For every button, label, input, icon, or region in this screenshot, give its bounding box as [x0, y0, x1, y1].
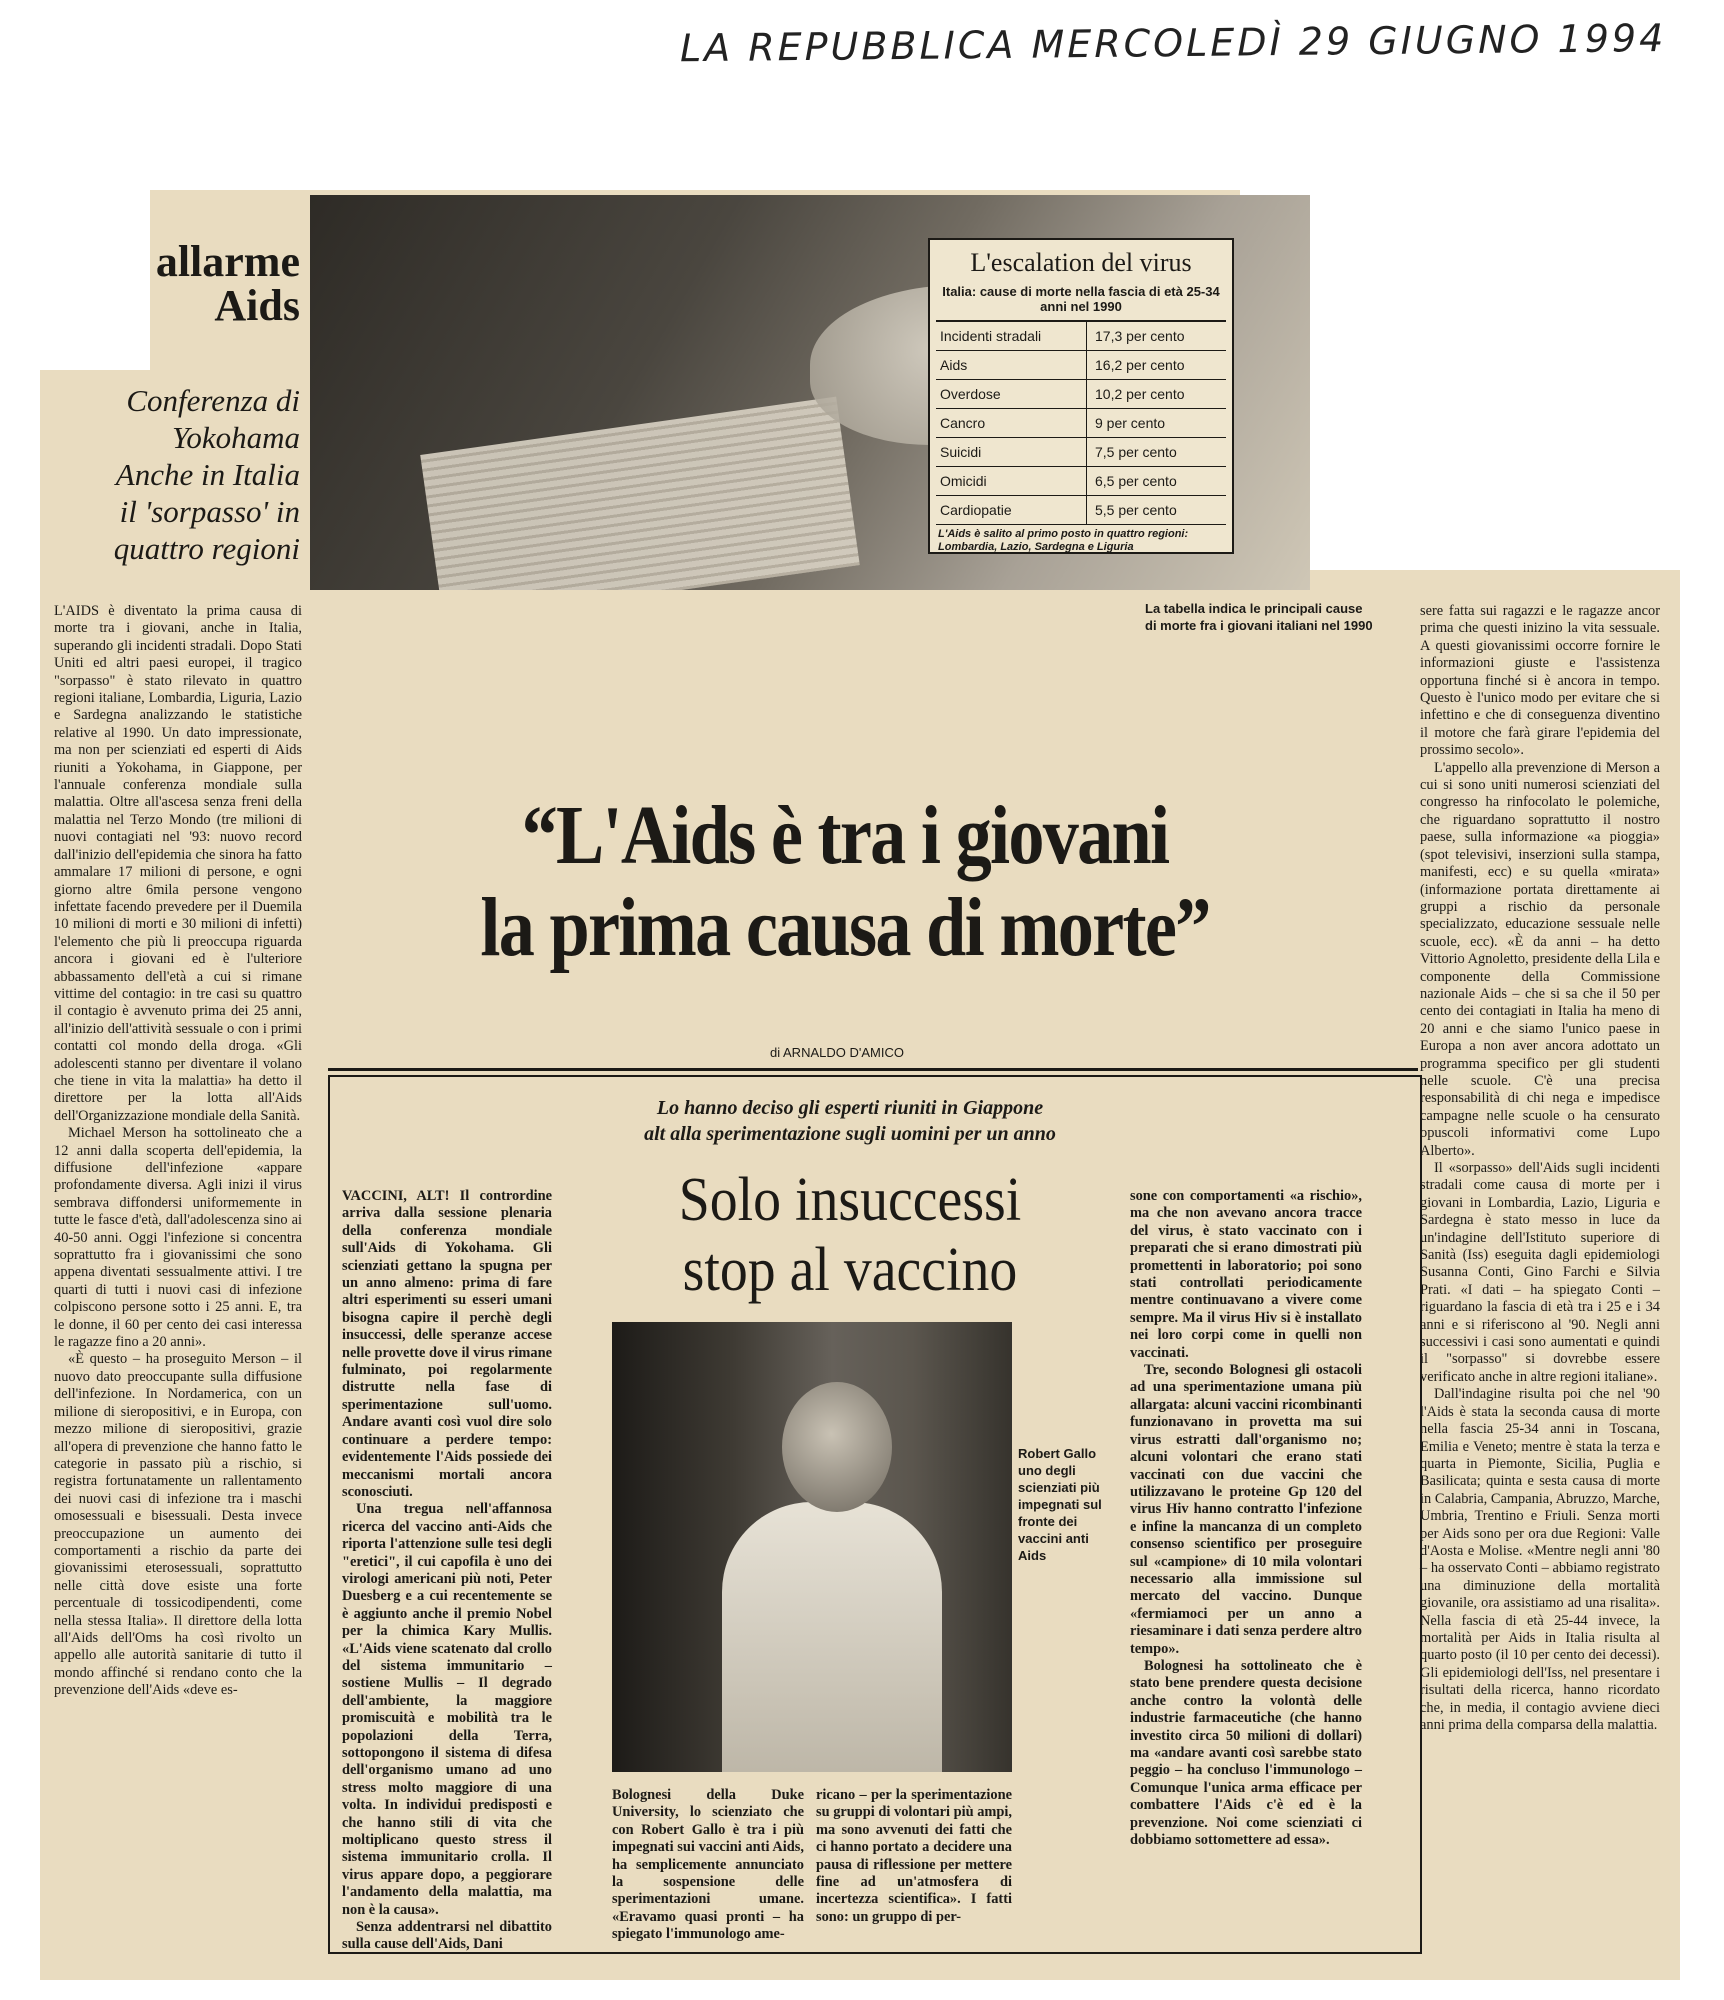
sidebar-column-1	[342, 1188, 552, 1954]
photo-figure-shirt	[722, 1502, 942, 1772]
subhead-line: quattro regioni	[113, 531, 300, 566]
table-row	[936, 467, 1226, 496]
left-subheadline	[48, 382, 300, 567]
paragraph: L'appello alla prevenzione di Merson a cui si sono uniti numerosi scienziati del congresso ha rinfocolato le polemiche, che riguardano soprattutto il nostro paese, sulla informazione «a pioggia» (spot televisivi, inserzioni sulla stampa, manifesti, ecc) e su quella «mirata» (informazione portata direttamente ai gruppi a rischio da personale specializzato, educazione sessuale nelle scuole, ecc). «È da anni – ha detto Vittorio Agnoletto, presidente della Lila e componente della Commissione nazionale Aids – che si sa che il 50 per cento dei contagiati in Italia ha meno di 20 anni e che siamo l'unico paese in Europa a non aver ancora adottato un programma specifico per gli studenti nelle scuole. C'è una precisa responsabilità di chi nega e impedisce campagne nelle scuole o ha censurato opuscoli informativi come Lupo Alberto».	[1420, 759, 1660, 1159]
value-cell: 9 per cento	[1095, 415, 1166, 431]
value-cell: 17,3 per cento	[1095, 328, 1185, 344]
cause-cell: Cardiopatie	[936, 496, 1087, 524]
table-body	[936, 320, 1226, 525]
cause-cell: Cancro	[936, 409, 1087, 437]
sidebar-headline	[589, 1165, 1111, 1305]
cause-cell: Aids	[936, 351, 1087, 379]
table-row	[936, 496, 1226, 525]
paragraph: Michael Merson ha sottolineato che a 12 anni dalla scoperta dell'epidemia, la diffusione dell'infezione «appare profondamente diversa. Agli inizi il virus sembrava diffondersi uniformemente in tutte le fasce d'età, dall'adolescenza sino ai 40-50 anni. Oggi l'infezione si concentra soprattutto fra i giovanissimi che sono appena diventati sessualmente attivi. I tre quarti di tutti i nuovi casi di infezione colpiscono persone sotto i 25 anni. E, tra le donne, il 60 per cento dei casi interessa le ragazze fino a 20 anni».	[54, 1125, 302, 1351]
value-cell: 6,5 per cento	[1095, 473, 1177, 489]
paragraph: L'AIDS è diventato la prima causa di morte tra i giovani, anche in Italia, superando gli incidenti stradali. Dopo Stati Uniti ed altri paesi europei, il tragico "sorpasso" è stato rilevato in quattro regioni italiane, Lombardia, Liguria, Lazio e Sardegna analizzando le statistiche relative al 1990. Un dato impressionate, ma non per scienziati ed esperti di Aids riuniti a Yokohama, in Giappone, per l'annuale conferenza mondiale sulla malattia. Oltre all'ascesa senza freni della malattia nel Terzo Mondo (tre milioni di nuovi contagiati nel '93: nuovo record dall'inizio dell'epidemia che sinora ha fatto ammalare 17 milioni di persone, e ogni giorno altre 6mila persone vengono infettate facendo prevedere per il Duemila 10 milioni di morti e 30 milioni di infetti) l'elemento che più li preoccupa riguarda ancora i giovani ed è l'ulteriore abbassamento dell'età a cui si rimane vittime del contagio: in tre casi su quattro il contagio è avvenuto prima dei 25 anni, all'inizio dell'attività sessuale o con i primi contatti col mondo della droga. «Gli adolescenti stanno per diventare il volano che tiene in vita la malattia» ha detto il direttore per la lotta all'Aids dell'Organizzazione mondiale della Sanità.	[54, 603, 302, 1124]
deck-line: Lo hanno deciso gli esperti riuniti in Giappone	[656, 1097, 1044, 1119]
kicker-line: Aids	[214, 281, 300, 330]
kicker-line: allarme	[155, 237, 300, 286]
headline-line: Solo insuccessi	[678, 1166, 1022, 1234]
paragraph: VACCINI, ALT! Il contrordine arriva dalla sessione plenaria della conferenza mondiale sull'Aids di Yokohama. Gli scienziati gettano la spugna per un anno almeno: prima di fare altri esperimenti su esseri umani bisogna capire il perchè degli insuccessi, delle speranze accese nelle provette dove il virus rimane fulminato, poi regolarmente distrutte nella fase di sperimentazione sull'uomo. Andare avanti così vuol dire solo continuare a perdere tempo: evidentemente l'Aids possiede dei meccanismi mortali ancora sconosciuti.	[342, 1188, 552, 1500]
paragraph: Una tregua nell'affannosa ricerca del vaccino anti-Aids che riporta l'attenzione sulle tesi degli "eretici", il cui capofila è uno dei virologi americani più noti, Peter Duesberg e a cui recentemente se è aggiunto anche il premio Nobel per la chimica Kary Mullis. «L'Aids viene scatenato dal crollo del sistema immunitario – sostiene Mullis – Il degrado dell'ambiente, la maggiore promiscuità e mobilità tra le popolazioni della Terra, sottopongono il sistema di difesa dell'organismo umano ad uno stress molto maggiore di una volta. In individui predisposti e che hanno stili di vita che moltiplicano questo stress il sistema immunitario crolla. Il virus appare dopo, a peggiorare l'andamento della malattia, ma non è la causa».	[342, 1501, 552, 1918]
section-kicker	[140, 237, 300, 330]
robert-gallo-photo	[612, 1322, 1012, 1772]
paragraph: sere fatta sui ragazzi e le ragazze ancor prima che questi inizino la vita sessuale. A questi giovanissimi occorre fornire le informazioni giuste e l'assistenza opportuna finché si è ancora in tempo. Questo è l'unico modo per evitare che si infettino e che di conseguenza diventino il motore che farà girare l'epidemia del prossimo secolo».	[1420, 603, 1660, 759]
cause-cell: Incidenti stradali	[936, 322, 1087, 350]
value-cell: 7,5 per cento	[1095, 444, 1177, 460]
table-row	[936, 438, 1226, 467]
headline-line: “L'Aids è tra i giovani	[521, 789, 1169, 882]
statistics-table	[928, 238, 1234, 554]
left-article-column	[54, 603, 302, 1700]
deck-line: alt alla sperimentazione sugli uomini per un anno	[644, 1123, 1056, 1145]
table-row	[936, 380, 1226, 409]
divider-rule	[328, 1068, 1418, 1071]
handwritten-date-note: LA REPUBBLICA MERCOLEDÌ 29 GIUGNO 1994	[679, 15, 1667, 71]
paragraph: sone con comportamenti «a rischio», ma che non avevano ancora tracce del virus, è stato vaccinato con i preparati che si erano dimostrati più promettenti in laboratorio; poi sono stati controllati periodicamente mentre continuavano a vivere come sempre. Ma il virus Hiv si è installato nei loro corpi come in quelli non vaccinati.	[1130, 1188, 1362, 1361]
cause-cell: Omicidi	[936, 467, 1087, 495]
sidebar-column-2b	[816, 1787, 1012, 1926]
subhead-line: il 'sorpasso' in	[119, 494, 300, 529]
paragraph: Il «sorpasso» dell'Aids sugli incidenti stradali come causa di morte per i giovani in Lombardia, Lazio, Liguria e Sardegna è stato messo in luce da un'indagine dell'Istituto superiore di Sanità (Iss) eseguita dagli epidemiologi Susanna Conti, Gino Farchi e Silvia Prati. «I dati – ha spiegato Conti – riguardano la fascia di età tra i 25 e i 34 anni e si riferiscono al '90. Negli anni successivi i casi sono aumentati e quindi il "sorpasso" si dovrebbe essere verificato anche in altre regioni italiane».	[1420, 1160, 1660, 1385]
subhead-line: Conferenza di	[126, 383, 300, 418]
paragraph: Bolognesi ha sottolineato che è stato bene prendere questa decisione anche contro la volontà delle industrie farmaceutiche (che hanno investito circa 50 milioni di dollari) ma «andare avanti così sarebbe stato peggio – ha concluso l'immunologo – Comunque l'unica arma efficace per combattere l'Aids c'è ed è la prevenzione. Noi come scienziati ci dobbiamo sottomettere ad essa».	[1130, 1657, 1362, 1849]
paragraph: Bolognesi della Duke University, lo scienziato che con Robert Gallo è tra i più impegnati sui vaccini anti Aids, ha semplicemente annunciato la sospensione delle sperimentazioni umane. «Eravamo quasi pronti – ha spiegato l'immunologo ame-	[612, 1787, 804, 1943]
subhead-line: Yokohama	[171, 420, 300, 455]
right-article-column	[1420, 603, 1660, 1734]
table-note: L'Aids è salito al primo posto in quattro regioni: Lombardia, Lazio, Sardegna e Liguria	[938, 528, 1189, 553]
table-title: L'escalation del virus	[970, 248, 1192, 277]
cause-cell: Suicidi	[936, 438, 1087, 466]
subhead-line: Anche in Italia	[115, 457, 300, 492]
paragraph: Senza addentrarsi nel dibattito sulla cause dell'Aids, Dani	[342, 1919, 552, 1953]
main-headline	[398, 790, 1292, 974]
sidebar-deck	[560, 1095, 1140, 1147]
value-cell: 16,2 per cento	[1095, 357, 1185, 373]
photo-caption: Robert Gallo uno degli scienziati più impegnati sul fronte dei vaccini anti Aids	[1018, 1446, 1102, 1563]
paragraph: Dall'indagine risulta poi che nel '90 l'Aids è stata la seconda causa di morte nella fascia 25-34 anni in Toscana, Emilia e Veneto; mentre è stata la terza e quarta in Piemonte, Sicilia, Puglia e Basilicata; quinta e sesta causa di morte in Calabria, Campania, Abruzzo, Marche, Umbria, Trentino e Friuli. Senza morti per Aids sono per ora due Regioni: Valle d'Aosta e Molise. «Mentre negli anni '80 – ha osservato Conti – abbiamo registrato una diminuzione della mortalità giovanile, ora assistiamo ad una risalita». Nella fascia di età 25-44 invece, la mortalità per Aids in Italia risulta al quarto posto (il 10 per cento dei decessi). Gli epidemiologi dell'Iss, nel presentare i risultati della ricerca, hanno ricordato che, in media, il contagio avviene dieci anni prima della comparsa della malattia.	[1420, 1386, 1660, 1733]
table-row	[936, 322, 1226, 351]
photo-paper-sheet	[420, 397, 860, 590]
value-cell: 5,5 per cento	[1095, 502, 1177, 518]
sidebar-column-2a	[612, 1787, 804, 1944]
headline-line: stop al vaccino	[682, 1236, 1018, 1304]
value-cell: 10,2 per cento	[1095, 386, 1185, 402]
paragraph: Tre, secondo Bolognesi gli ostacoli ad una sperimentazione umana più allargata: alcuni vaccini ricombinanti funzionavano in provetta ma sui virus estratti dall'organismo no; alcuni volontari che erano stati vaccinati con due vaccini che utilizzavano le proteine Gp 120 del virus Hiv hanno contratto l'infezione e infine la mancanza di un completo consenso scientifico per proseguire sul «campione» di 10 mila volontari necessario alla immissione sul mercato del vaccino. Dunque «fermiamoci per un anno a riesaminare i dati senza perdere altro tempo».	[1130, 1362, 1362, 1657]
table-caption: La tabella indica le principali cause di morte fra i giovani italiani nel 1990	[1145, 601, 1373, 633]
sidebar-column-3	[1130, 1188, 1362, 1849]
table-row	[936, 409, 1226, 438]
table-row	[936, 351, 1226, 380]
cause-cell: Overdose	[936, 380, 1087, 408]
headline-line: la prima causa di morte”	[480, 881, 1210, 974]
byline: di ARNALDO D'AMICO	[770, 1045, 904, 1060]
paper-cutout	[40, 190, 150, 370]
paragraph: ricano – per la sperimentazione su gruppi di volontari più ampi, ma sono avvenuti dei fatti che ci hanno portato a decidere una pausa di riflessione per mettere fine ad un'atmosfera di incertezza scientifica». I fatti sono: un gruppo di per-	[816, 1787, 1012, 1925]
table-subtitle: Italia: cause di morte nella fascia di età 25-34 anni nel 1990	[942, 284, 1220, 314]
paragraph: «È questo – ha proseguito Merson – il nuovo dato preoccupante sulla diffusione dell'infezione. In Nordamerica, con un milione di sieropositivi, e in Europa, con mezzo milione di sieropositivi, grazie all'opera di prevenzione che hanno fatto le categorie in passato più a rischio, si registra fortunatamente un rallentamento dei nuovi casi di infezione tra i maschi omosessuali e bisessuali. Desta invece preoccupazione un aumento dei comportamenti a rischio da parte dei giovanissimi eterosessuali, soprattutto nelle città dove esiste una forte percentuale di tossicodipendenti, come nella stessa Italia». Il direttore della lotta all'Aids dell'Oms ha così rivolto un appello alle autorità sanitarie di tutto il mondo affinché si rendano conto che la prevenzione dell'Aids «deve es-	[54, 1351, 302, 1699]
photo-figure-head	[782, 1382, 892, 1512]
